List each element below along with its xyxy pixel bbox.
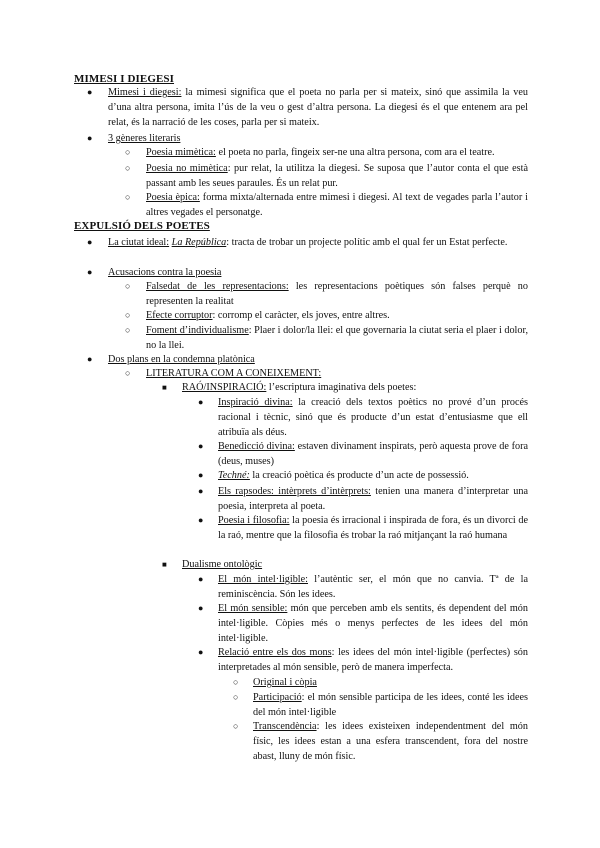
list-item [108, 352, 255, 367]
term: Participació [253, 692, 302, 703]
list-item [218, 645, 528, 675]
list-item [108, 131, 180, 146]
term: Falsedat de les representacions: [146, 281, 289, 292]
term: Original i còpia [253, 677, 317, 688]
list-item [146, 190, 528, 220]
term: La ciutat ideal: [108, 237, 170, 248]
item-text: : corromp el caràcter, els joves, entre altres. [212, 310, 390, 321]
term: Poesia no mimètica [146, 163, 228, 174]
item-text: món que perceben amb els sentits, és dependent del món intel·ligible. Còpies més o menys perfectes de les idees del món intel·ligible. [218, 603, 528, 644]
item-text: : el món sensible participa de les idees, conté les idees del món intel·ligible [253, 692, 528, 718]
item-text: : Plaer i dolor/la llei: el que governaria la ciutat seria el plaer i dolor, no la llei. [146, 325, 528, 351]
item-text: les representacions poètiques són falses perquè no representen la realitat [146, 281, 528, 307]
circle-bullet-icon: ○ [125, 281, 131, 291]
term: Poesia mimètica: [146, 147, 216, 158]
list-item [146, 279, 528, 309]
term: Relació entre els dos mons [218, 647, 332, 658]
list-item [146, 308, 528, 323]
bullet-icon: ● [87, 237, 93, 247]
bullet-icon: ● [198, 515, 204, 525]
bullet-icon: ● [87, 133, 93, 143]
bullet-icon: ● [198, 470, 204, 480]
list-item [253, 719, 528, 764]
circle-bullet-icon: ○ [125, 192, 131, 202]
bullet-icon: ● [198, 441, 204, 451]
bullet-icon: ● [198, 397, 204, 407]
term: Acusacions contra la poesia [108, 267, 222, 278]
item-text: : les idees existeixen independentment del món físic, les idees estan a una esfera transcendent, fora del nostre abast, lluny de món físic. [253, 721, 528, 762]
term: Poesia èpica: [146, 192, 200, 203]
circle-bullet-icon: ○ [125, 147, 131, 157]
term: Els rapsodes: intèrprets d’intèrprets: [218, 486, 371, 497]
bullet-icon: ● [198, 486, 204, 496]
item-text: forma mixta/alternada entre mimesi i diegesi. Al text de vegades parla l’autor i altres vegades el personatge. [146, 192, 528, 218]
list-item [182, 557, 262, 572]
list-item [146, 145, 528, 160]
circle-bullet-icon: ○ [125, 368, 131, 378]
list-item [218, 468, 528, 483]
term: Efecte corruptor [146, 310, 213, 321]
book-title: La República [171, 237, 227, 248]
item-text: : tracta de trobar un projecte polític amb el qual fer un Estat perfecte. [226, 237, 508, 248]
bullet-icon: ● [87, 354, 93, 364]
term: LITERATURA COM A CONEIXEMENT: [146, 368, 322, 379]
list-item [146, 323, 528, 353]
term: Benedicció divina: [218, 441, 295, 452]
list-item [146, 366, 321, 381]
term: Mimesi i diegesi: [108, 87, 182, 98]
bullet-icon: ● [87, 267, 93, 277]
list-item [218, 601, 528, 646]
circle-bullet-icon: ○ [125, 325, 131, 335]
list-item [218, 513, 528, 543]
term: RAÓ/INSPIRACIÓ: [182, 382, 267, 393]
term: El món sensible: [218, 603, 288, 614]
item-text: : pur relat, la utilitza la diegesi. Se suposa que l’autor conta el que està passant amb les seues paraules. És un relat pur. [146, 163, 528, 189]
list-item [218, 484, 528, 514]
term: Inspiració divina: [218, 397, 293, 408]
item-text: tenien una manera d’interpretar una poesia, interpreta al poeta. [218, 486, 528, 512]
item-text: la creació poètica és producte d’un acte de possessió. [249, 470, 469, 481]
circle-bullet-icon: ○ [233, 721, 239, 731]
bullet-icon: ● [198, 647, 204, 657]
term: Dualisme ontològic [182, 559, 263, 570]
section-heading-mimesi: MIMESI I DIEGESI [74, 73, 175, 85]
item-text: la creació dels textos poètics no prové d’un procés racional i tècnic, sinó que és producte d’un estat d’entusiasme que ell atribuïa als déus. [218, 397, 528, 438]
bullet-icon: ● [198, 574, 204, 584]
item-text: l’escriptura imaginativa dels poetes: [266, 382, 417, 393]
list-item [218, 395, 528, 440]
term: Transcendència [253, 721, 317, 732]
square-bullet-icon: ■ [162, 560, 167, 569]
item-text: l’autèntic ser, el món que no canvia. Tª de la reminiscència. Són les idees. [218, 574, 529, 600]
circle-bullet-icon: ○ [233, 692, 239, 702]
list-item [108, 85, 528, 130]
circle-bullet-icon: ○ [125, 163, 131, 173]
item-text: la poesia és irracional i inspirada de fora, és un divorci de la raó, mentre que la filosofia és trobar la raó mitjançant la raó humana [218, 515, 528, 541]
list-item [182, 380, 528, 395]
list-item [218, 439, 528, 469]
term: 3 gèneres literaris [108, 133, 181, 144]
bullet-icon: ● [87, 87, 93, 97]
list-item [218, 572, 528, 602]
circle-bullet-icon: ○ [125, 310, 131, 320]
item-text: : les idees del món intel·ligible (perfectes) són interpretades al món sensible, però de manera imperfecta. [218, 647, 528, 673]
term: Techné: [218, 470, 250, 481]
list-item [253, 675, 317, 690]
term: Poesia i filosofia: [218, 515, 290, 526]
list-item [253, 690, 528, 720]
term: Foment d’individualisme [146, 325, 249, 336]
item-text: la mimesi significa que el poeta no parla per si mateix, sinó que assimila la veu d’una altra persona, imita l’ús de la veu o gest d’altra persona. La diegesi és el que entenem ara pel relat, és la narració de les coses, parla per si mateix. [108, 87, 528, 128]
circle-bullet-icon: ○ [233, 677, 239, 687]
list-item [146, 161, 528, 191]
term: Dos plans en la condemna platònica [108, 354, 255, 365]
list-item [108, 235, 528, 250]
item-text: el poeta no parla, fingeix ser-ne una altra persona, com ara el teatre. [215, 147, 495, 158]
section-heading-expulsio: EXPULSIÓ DELS POETES [74, 220, 210, 232]
bullet-icon: ● [198, 603, 204, 613]
term: El món intel·ligible: [218, 574, 308, 585]
item-text: estaven divinament inspirats, però aquesta prove de fora (deus, muses) [218, 441, 529, 467]
square-bullet-icon: ■ [162, 383, 167, 392]
list-item [108, 265, 221, 280]
